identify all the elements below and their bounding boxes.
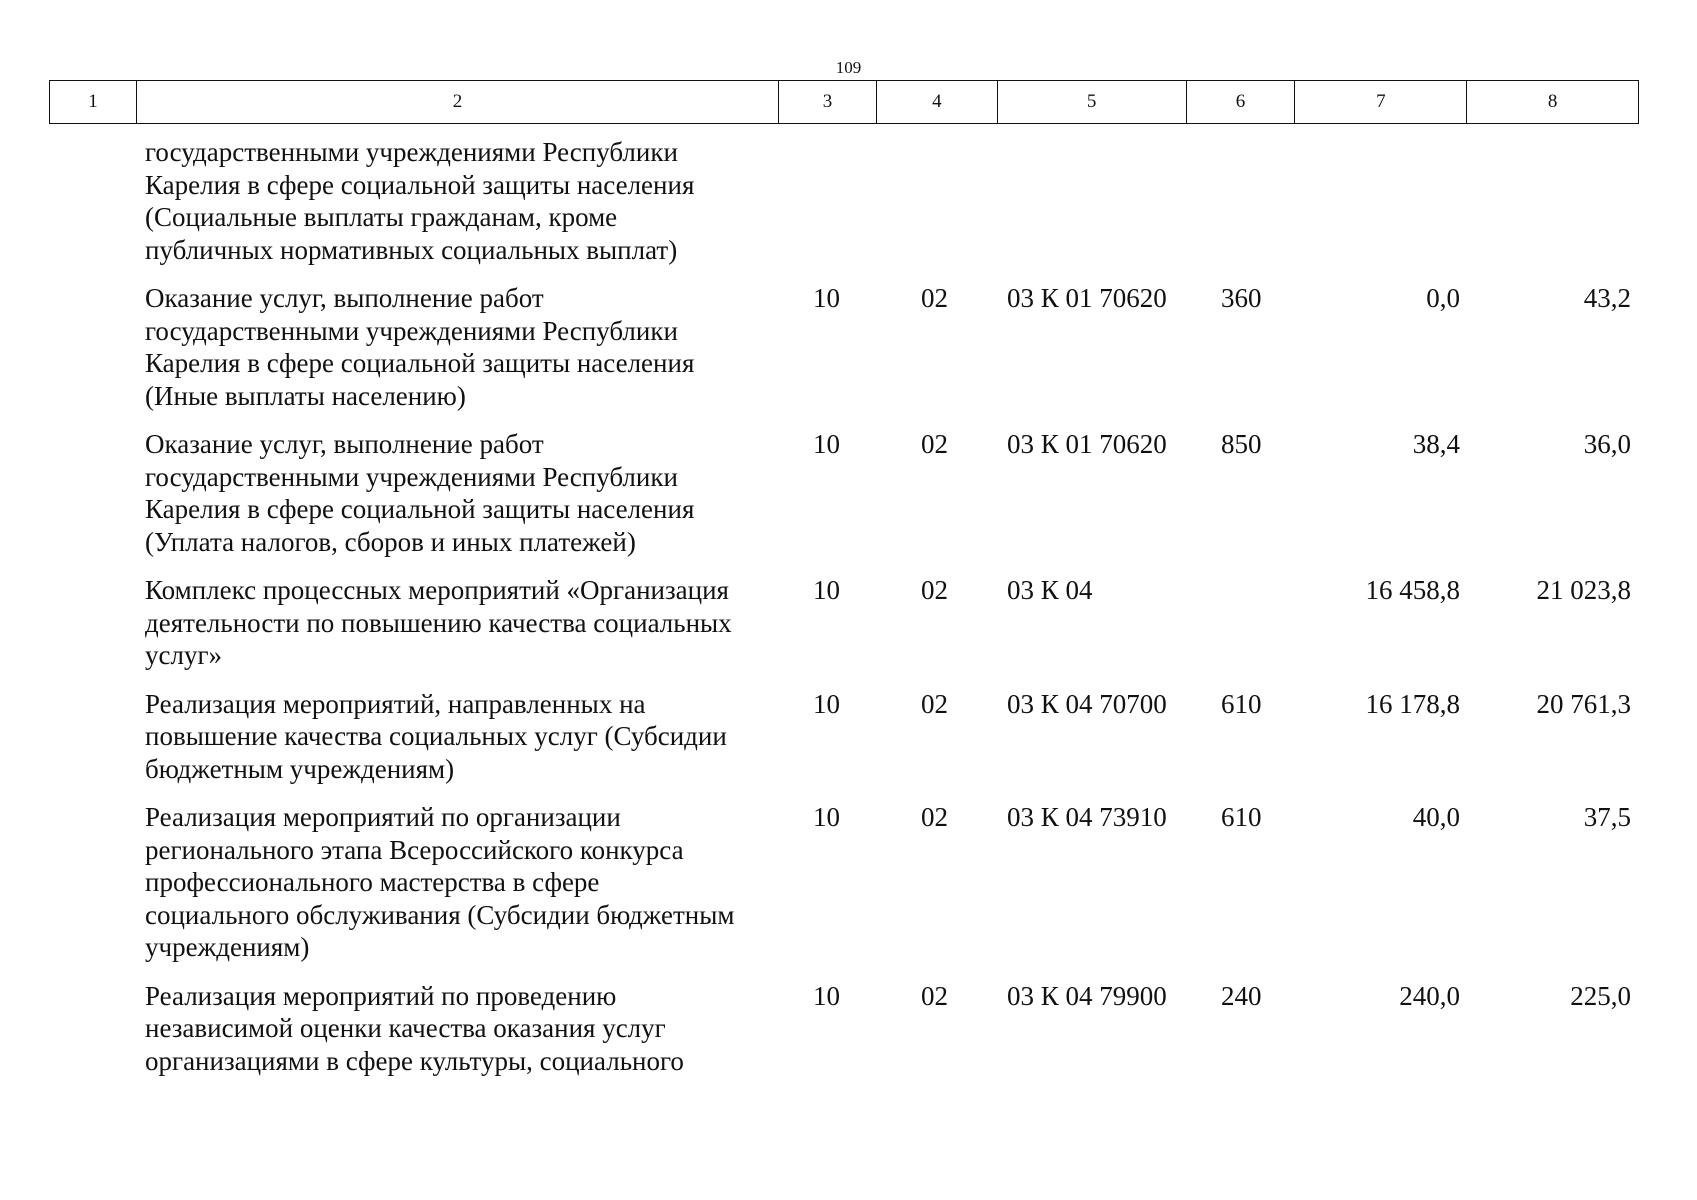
blank-cell bbox=[49, 980, 136, 1078]
description-cell bbox=[136, 282, 779, 412]
amount-cell-8: 36,0 bbox=[1583, 429, 1631, 459]
description-line: Реализация мероприятий, направленных на bbox=[145, 688, 646, 719]
description-line: социального обслуживания (Субсидии бюджетным bbox=[145, 899, 735, 930]
description-cell bbox=[136, 980, 779, 1078]
description-cell bbox=[136, 574, 779, 672]
target-article-cell: 03 К 04 bbox=[1007, 575, 1093, 605]
table-row bbox=[49, 574, 1639, 672]
amount-cell-8: 225,0 bbox=[1570, 980, 1631, 1011]
amount-cell-7: 38,4 bbox=[1412, 429, 1460, 459]
target-article-cell: 03 К 04 70700 bbox=[1007, 688, 1167, 719]
description-line: организациями в сфере культуры, социального bbox=[145, 1045, 684, 1076]
expense-type-cell: 610 bbox=[1221, 802, 1262, 832]
amount-cell-7: 40,0 bbox=[1412, 802, 1460, 832]
subsection-cell: 02 bbox=[921, 980, 948, 1011]
blank-cell bbox=[49, 688, 136, 786]
expense-type-cell: 360 bbox=[1221, 283, 1262, 313]
description-line: (Иные выплаты населению) bbox=[145, 380, 466, 411]
description-line: Оказание услуг, выполнение работ bbox=[145, 429, 544, 459]
table-header bbox=[49, 80, 1639, 124]
description-line: Карелия в сфере социальной защиты населения bbox=[145, 169, 695, 200]
description-line: государственными учреждениями Республики bbox=[145, 137, 678, 167]
blank-cell bbox=[49, 282, 136, 412]
table-row bbox=[49, 428, 1639, 558]
page-number: 109 bbox=[835, 58, 862, 77]
table-row bbox=[49, 688, 1639, 786]
subsection-cell: 02 bbox=[921, 688, 948, 719]
amount-cell-8: 37,5 bbox=[1583, 802, 1631, 832]
description-line: Реализация мероприятий по проведению bbox=[145, 980, 617, 1011]
amount-cell-7: 16 458,8 bbox=[1365, 575, 1460, 605]
description-line: профессионального мастерства в сфере bbox=[145, 867, 600, 897]
target-article-cell: 03 К 01 70620 bbox=[1007, 429, 1167, 459]
description-line: бюджетным учреждениям) bbox=[145, 753, 455, 784]
section-cell bbox=[779, 136, 877, 266]
header-cell-3: 3 bbox=[779, 81, 877, 123]
amount-cell-8: 20 761,3 bbox=[1536, 688, 1631, 719]
description-line: Карелия в сфере социальной защиты населения bbox=[145, 494, 695, 524]
section-cell: 10 bbox=[813, 802, 840, 832]
description-line: независимой оценки качества оказания услуг bbox=[145, 1013, 666, 1043]
description-cell bbox=[136, 688, 779, 786]
table-row bbox=[49, 801, 1639, 964]
amount-cell-8: 21 023,8 bbox=[1536, 575, 1631, 605]
amount-cell-7 bbox=[1296, 136, 1468, 266]
description-line: (Социальные выплаты гражданам, кроме bbox=[145, 202, 618, 232]
section-cell: 10 bbox=[813, 688, 840, 719]
description-line: государственными учреждениями Республики bbox=[145, 461, 678, 492]
target-article-cell: 03 К 04 73910 bbox=[1007, 802, 1167, 832]
target-article-cell: 03 К 04 79900 bbox=[1007, 980, 1167, 1011]
subsection-cell: 02 bbox=[921, 429, 948, 459]
description-cell bbox=[136, 428, 779, 558]
description-line: публичных нормативных социальных выплат) bbox=[145, 234, 678, 265]
header-cell-4: 4 bbox=[877, 81, 998, 123]
subsection-cell: 02 bbox=[921, 283, 948, 313]
amount-cell-7: 0,0 bbox=[1426, 283, 1460, 313]
amount-cell-8: 43,2 bbox=[1583, 283, 1631, 313]
header-cell-2: 2 bbox=[137, 81, 779, 123]
header-cell-7: 7 bbox=[1295, 81, 1467, 123]
description-line: Реализация мероприятий по организации bbox=[145, 802, 621, 832]
amount-cell-8 bbox=[1468, 136, 1639, 266]
blank-cell bbox=[49, 574, 136, 672]
blank-cell bbox=[49, 136, 136, 266]
section-cell: 10 bbox=[813, 575, 840, 605]
expense-type-cell bbox=[1187, 136, 1296, 266]
description-line: услуг» bbox=[145, 640, 223, 670]
table-body bbox=[49, 136, 1639, 1093]
description-line: деятельности по повышению качества социальных bbox=[145, 607, 732, 638]
header-cell-1: 1 bbox=[50, 81, 137, 123]
header-cell-6: 6 bbox=[1187, 81, 1296, 123]
expense-type-cell: 610 bbox=[1221, 688, 1262, 719]
description-line: Комплекс процессных мероприятий «Организация bbox=[145, 575, 729, 605]
amount-cell-7: 240,0 bbox=[1399, 980, 1460, 1011]
description-line: государственными учреждениями Республики bbox=[145, 315, 678, 346]
section-cell: 10 bbox=[813, 283, 840, 313]
subsection-cell: 02 bbox=[921, 575, 948, 605]
section-cell: 10 bbox=[813, 429, 840, 459]
section-cell: 10 bbox=[813, 980, 840, 1011]
description-line: Оказание услуг, выполнение работ bbox=[145, 283, 544, 313]
expense-type-cell bbox=[1187, 574, 1296, 672]
expense-type-cell: 850 bbox=[1221, 429, 1262, 459]
table-row bbox=[49, 980, 1639, 1078]
target-article-cell bbox=[998, 136, 1187, 266]
description-line: повышение качества социальных услуг (Субсидии bbox=[145, 721, 727, 751]
description-line: регионального этапа Всероссийского конкурса bbox=[145, 834, 684, 865]
target-article-cell: 03 К 01 70620 bbox=[1007, 283, 1167, 313]
amount-cell-7: 16 178,8 bbox=[1365, 688, 1460, 719]
table-row bbox=[49, 282, 1639, 412]
description-line: (Уплата налогов, сборов и иных платежей) bbox=[145, 526, 636, 557]
blank-cell bbox=[49, 428, 136, 558]
subsection-cell: 02 bbox=[921, 802, 948, 832]
description-cell bbox=[136, 801, 779, 964]
header-cell-5: 5 bbox=[998, 81, 1187, 123]
blank-cell bbox=[49, 801, 136, 964]
description-line: учреждениям) bbox=[145, 932, 310, 962]
expense-type-cell: 240 bbox=[1221, 980, 1262, 1011]
header-cell-8: 8 bbox=[1547, 91, 1558, 112]
description-line: Карелия в сфере социальной защиты населения bbox=[145, 348, 695, 378]
description-cell bbox=[136, 136, 779, 266]
subsection-cell bbox=[877, 136, 998, 266]
table-row bbox=[49, 136, 1639, 266]
